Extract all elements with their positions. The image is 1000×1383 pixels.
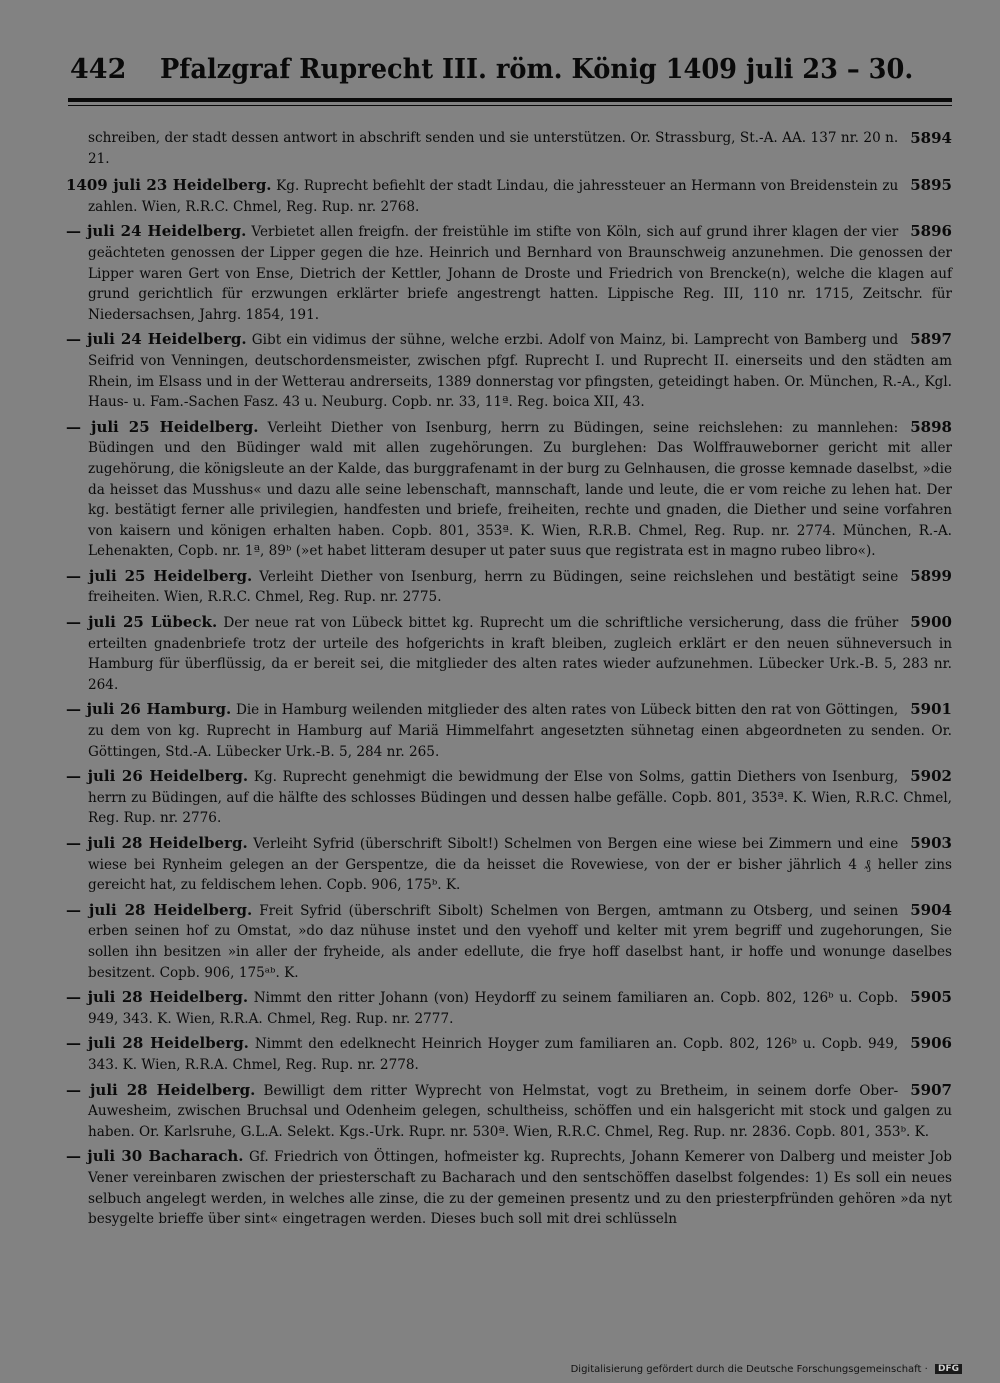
regest-entry — [66, 175, 952, 217]
regest-number: 5902 — [910, 767, 952, 786]
regest-entry — [66, 612, 952, 695]
regest-entry — [66, 987, 952, 1029]
regest-number: 5903 — [910, 834, 952, 852]
regest-entry — [66, 1146, 953, 1229]
regest-text: Gf. Friedrich von Öttingen, hofmeister kg. Ruprechts, Johann Kemerer von Dalberg und meister Job Vener vereinbaren zwischen der priesterschaft zu Bacharach und den sentschöffen daselbst folgendes: 1) Es soll ein neues selbuch angelegt werden, in welches alle zinse, die zu der gemeinen presentz und zu den priesterpfründen gehören »da nyt besygelte brieffe über sint« eingetragen werden. Dieses buch soll mit drei schlüsseln — [88, 1149, 953, 1228]
regest-date-place: — juli 25 Heidelberg. — [66, 566, 253, 585]
regest-date-place: — juli 28 Heidelberg. — [66, 900, 253, 919]
regest-text: Bewilligt dem ritter Wyprecht von Helmstat, vogt zu Bretheim, in seinem dorfe Ober-Auwesheim, zwischen Bruchsal und Odenheim gelegen, schultheiss, schöffen und ein halsgericht mit stock und galgen zu haben. Or. Karlsruhe, G.L.A. Selekt. Kgs.-Urk. Rupr. nr. 530ª. Wien, R.R.C. Chmel, Reg. Rup. nr. 2836. Copb. 801, 353ᵇ. K. — [88, 1082, 952, 1140]
regest-number: 5905 — [910, 988, 952, 1007]
regest-entry — [66, 766, 952, 829]
regest-date-place: — juli 25 Lübeck. — [66, 613, 218, 632]
regest-date-place: — juli 28 Heidelberg. — [66, 1034, 249, 1053]
page-header — [70, 44, 950, 96]
running-title: Pfalzgraf Ruprecht III. röm. König 1409 juli 23 – 30. — [160, 54, 914, 85]
regest-number: 5898 — [910, 417, 952, 436]
regest-entry — [66, 417, 952, 562]
regest-number: 5906 — [910, 1034, 952, 1053]
dfg-logo: DFG — [935, 1364, 962, 1374]
regest-number: 5894 — [910, 129, 952, 147]
regest-number: 5900 — [910, 613, 952, 632]
regest-text: Gibt ein vidimus der sühne, welche erzbi. Adolf von Mainz, bi. Lamprecht von Bamberg und Seifrid von Venningen, deutschordensmeister, zwischen pfgf. Ruprecht I. und Ruprecht II. einerseits und den städten am Rhein, im Elsass und in der Wetterau andrerseits, 1389 donnerstag vor pfingsten, geteidingt haben. Or. München, R.-A., Kgl. Haus- u. Fam.-Sachen Fasz. 43 u. Neuburg. Copb. nr. 33, 11ª. Reg. boica XII, 43. — [88, 332, 952, 411]
regest-text: Nimmt den ritter Johann (von) Heydorff zu seinem familiaren an. Copb. 802, 126ᵇ u. Copb. 949, 343. K. Wien, R.R.A. Chmel, Reg. Rup. nr. 2777. — [88, 990, 899, 1027]
regest-entry — [66, 1080, 952, 1143]
regest-date-place: — juli 24 Heidelberg. — [66, 330, 247, 349]
regest-date-place: — juli 28 Heidelberg. — [66, 988, 249, 1007]
regest-text: Verleiht Diether von Isenburg, herrn zu Büdingen, seine reichslehen und bestätigt seine freiheiten. Wien, R.R.C. Chmel, Reg. Rup. nr. 2775. — [88, 568, 899, 606]
regest-date-place: — juli 24 Heidelberg. — [66, 222, 247, 241]
regest-date-place: — juli 26 Heidelberg. — [66, 767, 249, 786]
regest-entry — [66, 900, 952, 983]
regest-number: 5907 — [910, 1080, 952, 1099]
regest-text: Verleiht Syfrid (überschrift Sibolt!) Schelmen von Bergen eine wiese bei Zimmern und eine wiese bei Rynheim gelegen an der Gerspentze, die da heisset die Rovewiese, von der er bisher jährlich 4 ₰ heller zins gereicht hat, zu feldischem lehen. Copb. 906, 175ᵇ. K. — [88, 836, 952, 894]
regest-date-place: — juli 26 Hamburg. — [66, 700, 232, 719]
regest-text: Verbietet allen freigfn. der freistühle im stifte von Köln, sich auf grund ihrer klagen der vier geächteten genossen der Lipper gegen die hze. Heinrich und Bernhard von Braunschweig anzunehmen. Die genossen der Lipper waren Gert von Ense, Dietrich der Kettler, Johann de Droste und Friedrich von Brencke(n), welche die klagen auf grund gerichtlich für erzwungen erklärter briefe angestrengt hatten. Lippische Reg. III, 110 nr. 1715, Zeitschr. für Niedersachsen, Jahrg. 1854, 191. — [88, 224, 952, 323]
regest-text: Nimmt den edelknecht Heinrich Hoyger zum familiaren an. Copb. 802, 126ᵇ u. Copb. 949, 343. K. Wien, R.R.A. Chmel, Reg. Rup. nr. 2778. — [88, 1036, 899, 1073]
regest-entry — [66, 329, 952, 412]
regesta-entries — [66, 128, 953, 1234]
page-number: 442 — [70, 54, 127, 85]
regest-number: 5896 — [910, 222, 952, 241]
regest-text: Der neue rat von Lübeck bittet kg. Ruprecht um die schriftliche versicherung, dass die früher erteilten gnadenbriefe trotz der urteile des hofgerichts in kraft bleiben, zugleich erklärt er den neuen sühneversuch in Hamburg für überflüssig, da er bereit sei, die mitglieder des alten rates wieder aufzunehmen. Lübecker Urk.-B. 5, 283 nr. 264. — [88, 615, 952, 693]
regest-number: 5895 — [910, 176, 952, 195]
regest-number: 5899 — [910, 566, 952, 585]
regest-entry — [66, 833, 952, 896]
regest-text: Die in Hamburg weilenden mitglieder des alten rates von Lübeck bitten den rat von Göttingen, zu dem von kg. Ruprecht in Hamburg auf Mariä Himmelfahrt angesetzten sühnetag einen abgeordneten zu senden. Or. Göttingen, Std.-A. Lübecker Urk.-B. 5, 284 nr. 265. — [88, 702, 952, 760]
regest-entry — [66, 699, 952, 762]
regest-date-place: — juli 28 Heidelberg. — [66, 834, 248, 852]
regest-entry — [66, 566, 952, 608]
regest-text: Freit Syfrid (überschrift Sibolt) Schelmen von Bergen, amtmann zu Otsberg, und seinen erben seinen hof zu Omstat, »do daz nühuse instet und den vyehoff und kelter mit yrem begriff und zugehorungen, Sie sollen ihn besitzen »in aller der fryheide, als ander edellute, die frye hoff daselbst hant, ir hoffe und wonunge daselbes besitzent. Copb. 906, 175ᵃᵇ. K. — [88, 902, 952, 981]
regest-number: 5904 — [910, 900, 952, 919]
footer-credit-text: Digitalisierung gefördert durch die Deutsche Forschungsgemeinschaft · — [570, 1364, 928, 1375]
regest-date-place: — juli 25 Heidelberg. — [66, 417, 259, 436]
regest-text: Verleiht Diether von Isenburg, herrn zu Büdingen, seine reichslehen: zu mannlehen: Büdingen und den Büdinger wald mit allen zugehörungen. Zu burglehen: Das Wolffrauweborner gericht mit aller zugehörung, die königsleute an der Kalde, das burggrafenamt in der burg zu Gelnhausen, die grosse kemnade daselbst, »die da heisset das Musshus« und dazu alle seine lebenschaft, mannschaft, lande und leute, die er vom reiche zu lehen hat. Der kg. bestätigt ferner alle privilegien, handfesten und briefe, freiheiten, rechte und gnaden, die Diether und seine vorfahren von kaisern und königen erhalten haben. Copb. 801, 353ª. K. Wien, R.R.B. Chmel, Reg. Rup. nr. 2774. München, R.-A. Lehenakten, Copb. nr. 1ª, 89ᵇ (»et habet litteram desuper ut pater suus que registrata est in magno rubeo libro«). — [88, 419, 952, 560]
regest-date-place: — juli 28 Heidelberg. — [66, 1080, 256, 1099]
regest-entry — [66, 221, 952, 325]
header-rule-thin — [68, 105, 952, 106]
regest-text: schreiben, der stadt dessen antwort in abschrift senden und sie unterstützen. Or. Strassburg, St.-A. AA. 137 nr. 20 n. 21. — [88, 130, 899, 167]
header-rule-thick — [68, 98, 952, 102]
regest-text: Kg. Ruprecht genehmigt die bewidmung der Else von Solms, gattin Diethers von Isenburg, herrn zu Büdingen, auf die hälfte des schlosses Büdingen und dessen halbe gefälle. Copb. 801, 353ª. K. Wien, R.R.C. Chmel, Reg. Rup. nr. 2776. — [88, 769, 952, 827]
regest-entry — [66, 1033, 952, 1075]
regest-date-place: 1409 juli 23 Heidelberg. — [66, 176, 272, 195]
regest-number: 5897 — [910, 330, 952, 349]
regest-number: 5901 — [910, 700, 952, 719]
regest-entry — [88, 128, 952, 169]
footer-credit — [571, 1364, 962, 1375]
regest-text: Kg. Ruprecht befiehlt der stadt Lindau, die jahressteuer an Hermann von Breidenstein zu zahlen. Wien, R.R.C. Chmel, Reg. Rup. nr. 2768. — [88, 178, 899, 215]
regest-date-place: — juli 30 Bacharach. — [66, 1147, 244, 1166]
